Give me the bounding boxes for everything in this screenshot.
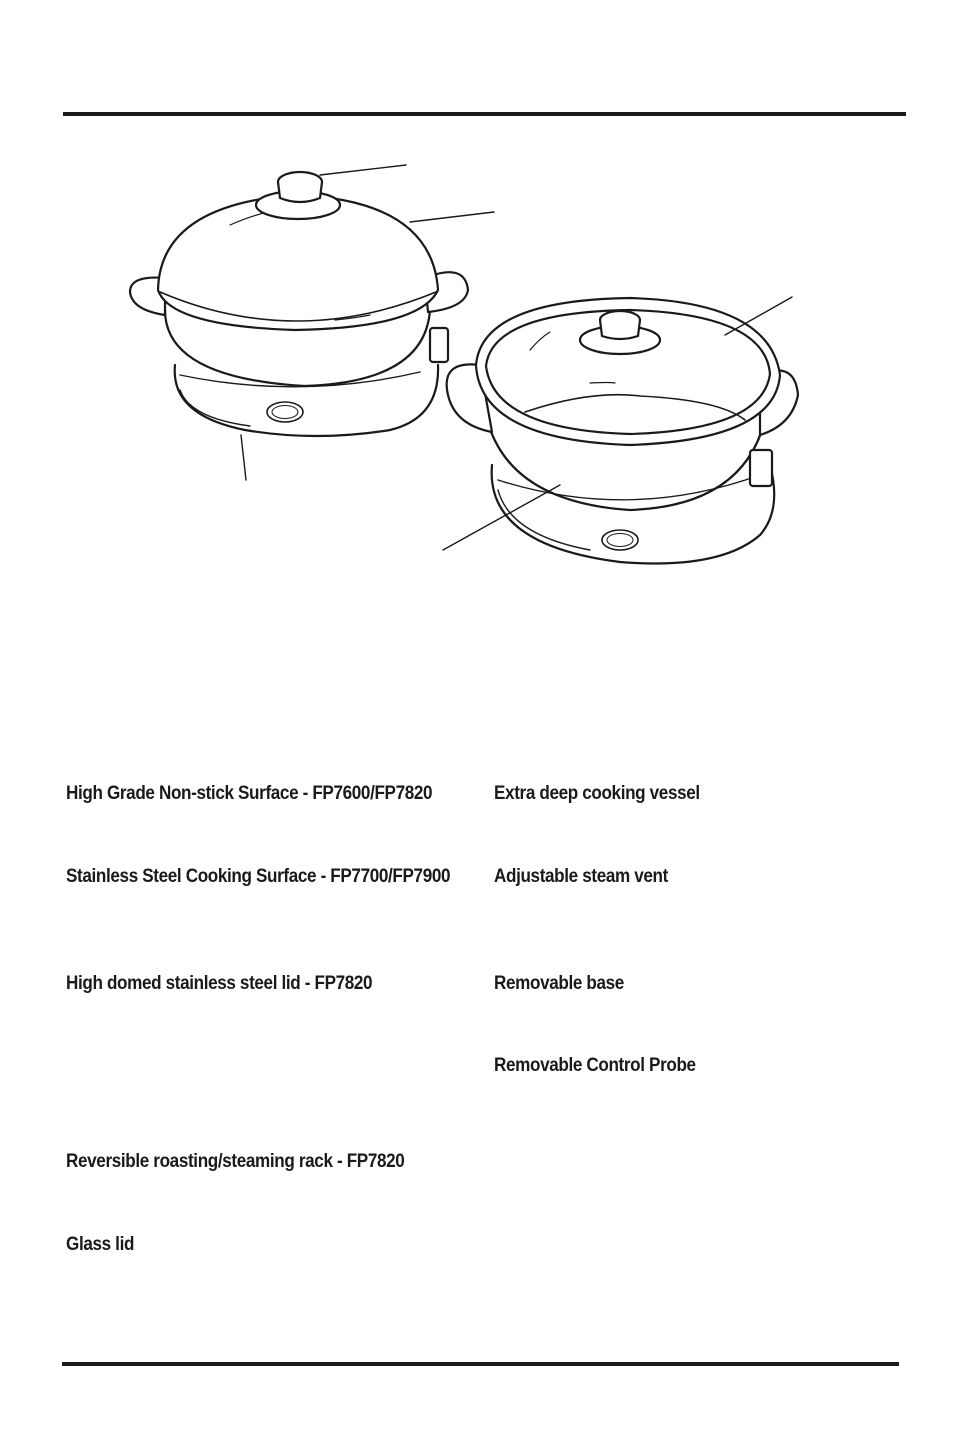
feature-label-right-4: Removable Control Probe bbox=[494, 1055, 696, 1076]
feature-label-left-4: Reversible roasting/steaming rack - FP7820 bbox=[66, 1151, 405, 1172]
feature-label-right-2: Adjustable steam vent bbox=[494, 866, 668, 887]
bottom-rule bbox=[62, 1362, 899, 1366]
feature-label-left-3: High domed stainless steel lid - FP7820 bbox=[66, 973, 373, 994]
right-frypan-drawing bbox=[443, 297, 798, 563]
frypan-illustration bbox=[120, 150, 820, 580]
feature-label-left-5: Glass lid bbox=[66, 1234, 135, 1255]
left-frypan-drawing bbox=[130, 165, 494, 480]
feature-label-left-1: High Grade Non-stick Surface - FP7600/FP7820 bbox=[66, 783, 433, 804]
top-rule bbox=[63, 112, 906, 116]
feature-label-right-3: Removable base bbox=[494, 973, 624, 994]
feature-label-right-1: Extra deep cooking vessel bbox=[494, 783, 700, 804]
feature-label-left-2: Stainless Steel Cooking Surface - FP7700/FP7900 bbox=[66, 866, 451, 887]
